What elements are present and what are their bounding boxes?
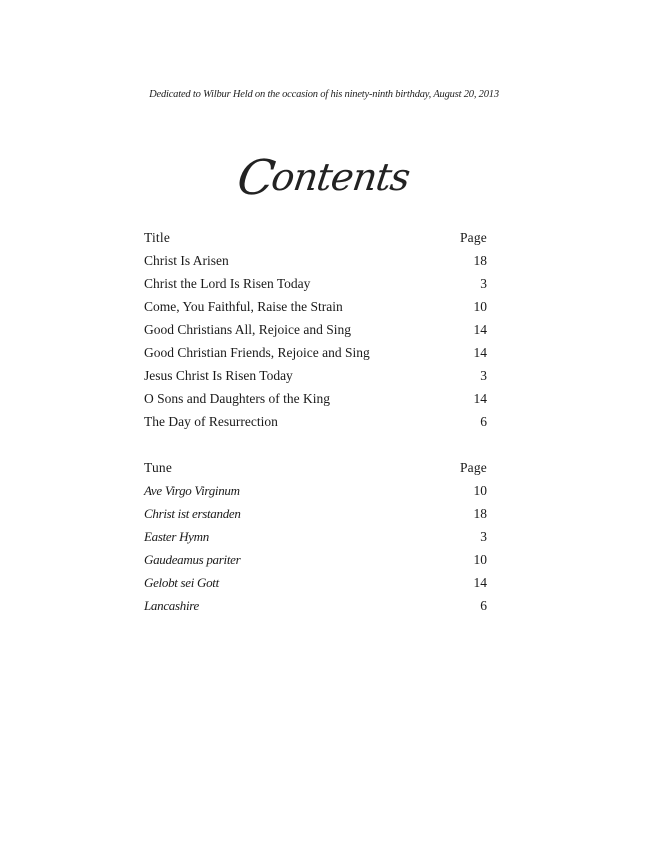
title-name: Christ the Lord Is Risen Today [144,276,311,291]
title-name: Good Christian Friends, Rejoice and Sing [144,345,370,360]
tune-entry [144,573,487,596]
title-page: 3 [480,368,487,383]
title-page: 10 [473,299,487,314]
title-page: 14 [473,345,487,360]
tune-name: Gaudeamus pariter [144,552,241,567]
tune-name: Lancashire [144,598,200,613]
title-page: 6 [480,414,487,429]
title-name: Good Christians All, Rejoice and Sing [144,322,351,337]
title-name: The Day of Resurrection [144,414,278,429]
title-name: O Sons and Daughters of the King [144,391,330,406]
tune-page: 3 [480,529,487,544]
title-name: Jesus Christ Is Risen Today [144,368,293,383]
tune-name: Ave Virgo Virginum [144,483,240,498]
tune-entry [144,481,487,504]
tune-entry [144,596,487,619]
title-page: 14 [473,322,487,337]
title-entry [144,297,487,320]
page-title-initial: C [233,150,278,206]
titles-header-row [144,228,487,251]
page-title-rest: ontents [268,155,413,199]
title-entry [144,412,487,435]
tune-entry [144,550,487,573]
tune-page: 10 [473,552,487,567]
title-entry [144,343,487,366]
page-title [0,146,648,206]
tune-page: 6 [480,598,487,613]
tunes-header-row [144,458,487,481]
tune-entry [144,527,487,550]
title-entry [144,320,487,343]
title-entry [144,366,487,389]
tune-page: 18 [473,506,487,521]
titles-column-header: Title [144,230,171,245]
title-page: 18 [473,253,487,268]
tune-name: Christ ist erstanden [144,506,241,521]
title-entry [144,274,487,297]
dedication-line: Dedicated to Wilbur Held on the occasion of his ninety-ninth birthday, August 20, 2013 [149,89,499,100]
tune-entry [144,504,487,527]
tunes-column-header: Tune [144,460,173,475]
page-column-header: Page [459,460,487,475]
title-page: 3 [480,276,487,291]
title-entry [144,251,487,274]
page-column-header: Page [459,230,487,245]
tune-name: Gelobt sei Gott [144,575,219,590]
tune-name: Easter Hymn [144,529,209,544]
title-page: 14 [473,391,487,406]
title-name: Christ Is Arisen [144,253,229,268]
tune-page: 14 [473,575,487,590]
titles-table [144,228,487,435]
title-name: Come, You Faithful, Raise the Strain [144,299,343,314]
title-entry [144,389,487,412]
tunes-table [144,458,487,619]
tune-page: 10 [473,483,487,498]
